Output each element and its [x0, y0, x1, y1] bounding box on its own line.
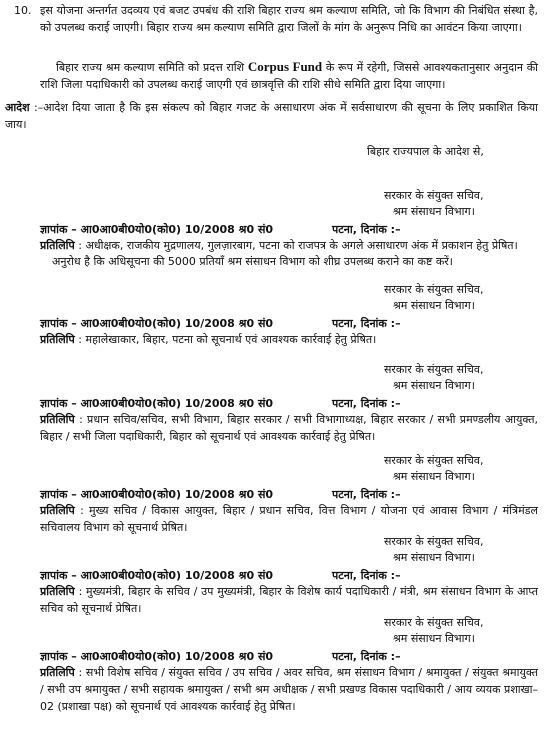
- corpus-text-c: के रूप में रहेगी, जिससे आवश्यकतानुसार अनुदान की राशि जिला पदाधिकारी को उपलब्ध कराई जाएगी एवं छात्रवृत्ति की राशि सीधे समिति द्वारा दिया जाएगा।: [40, 61, 539, 91]
- signatory-dept: श्रम संसाधन विभाग।: [393, 632, 475, 645]
- copy-5: [40, 583, 538, 617]
- memo-number: ज्ञापांक – आ0आ0बी0यो0(को0) 10/2008 श्र0 सं0: [40, 650, 274, 663]
- memo-date: पटना, दिनांक :–: [332, 223, 401, 236]
- signatory-title: सरकार के संयुक्त सचिव,: [384, 616, 484, 629]
- copy-2-text: : महालेखाकार, बिहार, पटना को सूचनार्थ एवं आवश्यक कार्रवाई हेतु प्रेषित।: [78, 333, 377, 346]
- copy-label: प्रतिलिपि: [40, 413, 75, 426]
- copy-6: [40, 664, 538, 715]
- copy-3: [40, 411, 538, 445]
- signatory-dept: श्रम संसाधन विभाग।: [393, 551, 475, 564]
- memo-date: पटना, दिनांक :–: [332, 488, 401, 501]
- memo-number: ज्ञापांक – आ0आ0बी0यो0(को0) 10/2008 श्र0 सं0: [40, 397, 274, 410]
- corpus-fund-term: Corpus Fund: [247, 59, 323, 74]
- signatory-title: सरकार के संयुक्त सचिव,: [384, 189, 484, 202]
- copy-1: [40, 237, 518, 254]
- signatory-dept: श्रम संसाधन विभाग।: [393, 205, 475, 218]
- signatory-title: सरकार के संयुक्त सचिव,: [384, 535, 484, 548]
- memo-number: ज्ञापांक – आ0आ0बी0यो0(को0) 10/2008 श्र0 सं0: [40, 488, 274, 501]
- memo-date: पटना, दिनांक :–: [332, 569, 401, 582]
- memo-date: पटना, दिनांक :–: [332, 397, 401, 410]
- order-paragraph: [5, 99, 538, 133]
- copy-label: प्रतिलिपि: [40, 333, 75, 346]
- copy-1-request: अनुरोध है कि अधिसूचना की 5000 प्रतियाँ श्रम संसाधन विभाग को शीघ्र उपलब्ध कराने का कष्ट करें।: [52, 255, 453, 268]
- memo-number: ज्ञापांक – आ0आ0बी0यो0(को0) 10/2008 श्र0 सं0: [40, 223, 274, 236]
- copy-label: प्रतिलिपि: [40, 666, 75, 679]
- signatory-dept: श्रम संसाधन विभाग।: [393, 470, 475, 483]
- memo-number: ज्ञापांक – आ0आ0बी0यो0(को0) 10/2008 श्र0 सं0: [40, 317, 274, 330]
- signatory-dept: श्रम संसाधन विभाग।: [393, 299, 475, 312]
- copy-4-text: : मुख्य सचिव / विकास आयुक्त, बिहार / प्रधान सचिव, वित्त विभाग / योजना एवं आवास विभाग / मंत्रिमंडल सचिवालय विभाग को सूचनार्थ प्रेषित।: [40, 504, 539, 534]
- copy-2: [40, 331, 376, 348]
- order-text: :–आदेश दिया जाता है कि इस संकल्प को बिहार गजट के असाधारण अंक में सर्वसाधारण की सूचना के लिए प्रकाशित किया जाय।: [5, 101, 538, 131]
- copy-6-text: : सभी विशेष सचिव / संयुक्त सचिव / उप सचिव / अवर सचिव, श्रम संसाधन विभाग / श्रमायुक्त / संयुक्त श्रमायुक्त / सभी उप श्रमायुक्त / सभी सहायक श्रमायुक्त / सभी श्रम अधीक्षक / सभी प्रखण्ड विकास पदाधिकारी / आय व्ययक प्रशाखा–02 (प्रशाखा पक्ष) को सूचनार्थ एवं आवश्यक कार्रवाई हेतु प्रेषित।: [40, 666, 538, 713]
- copy-1-text: : अधीक्षक, राजकीय मुद्रणालय, गुलज़ारबाग, पटना को राजपत्र के अगले असाधारण अंक में प्रकाशन हेतु प्रेषित।: [78, 239, 518, 252]
- copy-label: प्रतिलिपि: [40, 239, 75, 252]
- signatory-title: सरकार के संयुक्त सचिव,: [384, 363, 484, 376]
- signatory-title: सरकार के संयुक्त सचिव,: [384, 454, 484, 467]
- corpus-text-a: बिहार राज्य श्रम कल्याण समिति को प्रदत्त राशि: [56, 61, 245, 74]
- memo-date: पटना, दिनांक :–: [332, 317, 401, 330]
- memo-number: ज्ञापांक – आ0आ0बी0यो0(को0) 10/2008 श्र0 सं0: [40, 569, 274, 582]
- copy-label: प्रतिलिपि: [40, 585, 75, 598]
- order-label: आदेश: [5, 101, 30, 114]
- memo-date: पटना, दिनांक :–: [332, 650, 401, 663]
- copy-3-text: : प्रधान सचिव/सचिव, सभी विभाग, बिहार सरकार / सभी विभागाध्यक्ष, बिहार सरकार / सभी प्रमण्डलीय आयुक्त, बिहार / सभी जिला पदाधिकारी, बिहार को सूचनार्थ एवं आवश्यक कार्रवाई हेतु प्रेषित।: [40, 413, 538, 443]
- copy-4: [40, 502, 538, 536]
- para-10-text: इस योजना अन्तर्गत उदव्यय एवं बजट उपबंध की राशि बिहार राज्य श्रम कल्याण समिति, जो कि विभाग की निबंधित संस्था है, को उपलब्ध कराई जाएगी। बिहार राज्य श्रम कल्याण समिति द्वारा जिलों के मांग के अनुरूप निधि का आवंटन किया जाएगा।: [40, 4, 538, 34]
- copy-label: प्रतिलिपि: [40, 504, 75, 517]
- para-number: 10.: [14, 4, 32, 17]
- governor-order: बिहार राज्यपाल के आदेश से,: [367, 145, 484, 158]
- copy-5-text: : मुख्यमंत्री, बिहार के सचिव / उप मुख्यमंत्री, बिहार के विशेष कार्य पदाधिकारी / मंत्री, श्रम संसाधन विभाग के आप्त सचिव को सूचनार्थ प्रेषित।: [40, 585, 538, 615]
- signatory-title: सरकार के संयुक्त सचिव,: [384, 283, 484, 296]
- signatory-dept: श्रम संसाधन विभाग।: [393, 379, 475, 392]
- para-10-corpus: [40, 58, 538, 93]
